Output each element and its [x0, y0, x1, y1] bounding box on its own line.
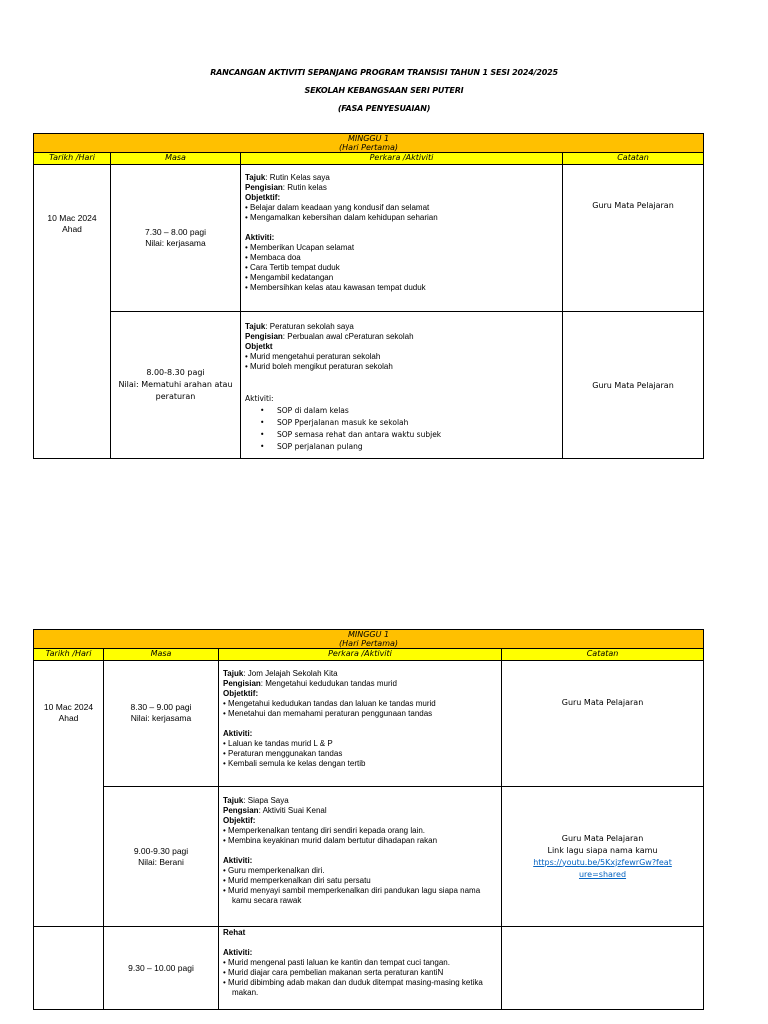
activity-cell — [219, 661, 502, 787]
notes: Guru Mata Pelajaran — [592, 380, 674, 390]
objektif-label: Objektif: — [223, 816, 256, 825]
tajuk: : Siapa Saya — [243, 796, 289, 805]
tajuk-label: Tajuk — [245, 173, 266, 182]
aktiviti-item: • SOP perjalanan pulang — [277, 441, 559, 453]
time-cell — [104, 927, 219, 1010]
activity-cell — [219, 927, 502, 1010]
tajuk: : Rutin Kelas saya — [265, 173, 330, 182]
value-label: Nilai: kerjasama — [130, 713, 192, 723]
objektif-item: • Murid boleh mengikut peraturan sekolah — [245, 362, 393, 371]
school-name: SEKOLAH KEBANGSAAN SERI PUTERI — [304, 86, 464, 95]
document-title: RANCANGAN AKTIVITI SEPANJANG PROGRAM TRANSISI TAHUN 1 SESI 2024/2025 — [210, 68, 558, 77]
pengisian: : Aktiviti Suai Kenal — [258, 806, 327, 815]
aktiviti-item: • SOP semasa rehat dan antara waktu subjek — [277, 429, 559, 441]
time-cell — [111, 165, 241, 312]
table-row — [34, 312, 704, 459]
aktiviti-item: • Murid menyayi sambil memperkenalkan diri pandukan lagu siapa nama kamu secara rawak — [223, 886, 481, 905]
aktiviti-item: • Membaca doa — [245, 253, 301, 262]
notes-cell — [502, 661, 704, 787]
aktiviti-label: Aktiviti: — [245, 233, 275, 242]
activity-cell — [241, 312, 563, 459]
aktiviti-item: • Membersihkan kelas atau kawasan tempat duduk — [245, 283, 426, 292]
aktiviti-item: • Murid mengenal pasti laluan ke kantin dan tempat cuci tangan. — [223, 958, 450, 967]
value-label: Nilai: kerjasama — [145, 238, 206, 248]
aktiviti-item: • Guru memperkenalkan diri. — [223, 866, 325, 875]
song-link[interactable]: https://youtu.be/5KxjzfewrGw?feature=shared — [533, 857, 672, 879]
aktiviti-label: Aktiviti: — [223, 856, 253, 865]
objektif-item: • Belajar dalam keadaan yang kondusif dan selamat — [245, 203, 430, 212]
schedule-table-2 — [33, 629, 704, 1010]
date-cell — [34, 165, 111, 459]
weekday: Ahad — [58, 713, 79, 723]
value-label: Nilai: Mematuhi arahan atau peraturan — [118, 380, 233, 401]
aktiviti-item: • Kembali semula ke kelas dengan tertib — [223, 759, 366, 768]
activity-cell — [241, 165, 563, 312]
day-label: (Hari Pertama) — [339, 639, 399, 648]
aktiviti-item: • SOP Pperjalanan masuk ke sekolah — [277, 417, 559, 429]
rehat-label: Rehat — [223, 928, 246, 937]
pengisian: : Rutin kelas — [282, 183, 327, 192]
aktiviti-item: • Peraturan menggunakan tandas — [223, 749, 343, 758]
song-link-label: Link lagu siapa nama kamu — [547, 845, 658, 855]
tajuk-label: Tajuk — [223, 796, 244, 805]
time: 9.30 – 10.00 pagi — [128, 962, 194, 973]
date: 10 Mac 2024 — [47, 213, 97, 223]
col-header-date: Tarikh /Hari — [34, 153, 111, 165]
objektif-item: • Membina keyakinan murid dalam bertutur dihadapan rakan — [223, 836, 438, 845]
objektif-label: Objetktif: — [245, 193, 281, 202]
tajuk-label: Tajuk — [223, 669, 244, 678]
notes-cell — [563, 165, 704, 312]
notes: Guru Mata Pelajaran — [561, 698, 644, 707]
objektif-item: • Memperkenalkan tentang diri sendiri kepada orang lain. — [223, 826, 426, 835]
tajuk-label: Tajuk — [245, 322, 266, 331]
weekday: Ahad — [62, 224, 82, 234]
date-cell-empty — [34, 927, 104, 1010]
time: 8.30 – 9.00 pagi — [130, 702, 192, 712]
schedule-table-1 — [33, 133, 704, 459]
pengisian-label: Pengsian — [223, 806, 259, 815]
aktiviti-item: • Murid dibimbing adab makan dan duduk ditempat masing-masing ketika makan. — [223, 978, 483, 997]
objektif-label: Objetkt — [245, 342, 273, 351]
week-label: MINGGU 1 — [347, 630, 390, 639]
phase-title: (FASA PENYESUAIAN) — [337, 104, 431, 113]
aktiviti-item: • Laluan ke tandas murid L & P — [223, 739, 333, 748]
objektif-label: Objetktif: — [223, 689, 259, 698]
aktiviti-item: • Cara Tertib tempat duduk — [245, 263, 340, 272]
week-header — [34, 134, 704, 153]
tajuk: : Jom Jelajah Sekolah Kita — [243, 669, 338, 678]
table-row — [34, 165, 704, 312]
objektif-item: • Murid mengetahui peraturan sekolah — [245, 352, 381, 361]
col-header-date: Tarikh /Hari — [34, 649, 104, 661]
time: 7.30 – 8.00 pagi — [145, 227, 206, 237]
col-header-activity: Perkara /Aktiviti — [241, 153, 563, 165]
notes: Guru Mata Pelajaran — [561, 833, 644, 843]
time-cell — [111, 312, 241, 459]
activity-cell — [219, 787, 502, 927]
value-label: Nilai: Berani — [138, 856, 184, 867]
date-cell — [34, 661, 104, 927]
time: 9.00-9.30 pagi — [133, 845, 189, 856]
col-header-time: Masa — [104, 649, 219, 661]
notes-cell-empty — [502, 927, 704, 1010]
notes-cell — [563, 312, 704, 459]
pengisian-label: Pengisian — [245, 332, 283, 341]
table-row — [34, 927, 704, 1010]
pengisian: : Mengetahui kedudukan tandas murid — [260, 679, 397, 688]
objektif-item: • Mengamalkan kebersihan dalam kehidupan seharian — [245, 213, 438, 222]
time: 8.00-8.30 pagi — [146, 368, 205, 377]
aktiviti-label: Aktiviti: — [223, 729, 253, 738]
col-header-notes: Catatan — [502, 649, 704, 661]
week-header — [34, 630, 704, 649]
aktiviti-label: Aktiviti: — [223, 948, 253, 957]
tajuk: : Peraturan sekolah saya — [265, 322, 354, 331]
aktiviti-item: • Memberikan Ucapan selamat — [245, 243, 355, 252]
aktiviti-item: • Murid memperkenalkan diri satu persatu — [223, 876, 371, 885]
col-header-notes: Catatan — [563, 153, 704, 165]
aktiviti-label: Aktiviti: — [245, 394, 274, 403]
table-row — [34, 787, 704, 927]
time-cell — [104, 787, 219, 927]
objektif-item: • Menetahui dan memahami peraturan penggunaan tandas — [223, 709, 433, 718]
aktiviti-item: • Murid diajar cara pembelian makanan serta peraturan kantiN — [223, 968, 444, 977]
week-label: MINGGU 1 — [347, 134, 390, 143]
aktiviti-item: • SOP di dalam kelas — [277, 405, 559, 417]
notes: Guru Mata Pelajaran — [592, 201, 674, 210]
pengisian-label: Pengisian — [223, 679, 261, 688]
objektif-item: • Mengetahui kedudukan tandas dan laluan ke tandas murid — [223, 699, 436, 708]
notes-cell — [502, 787, 704, 927]
col-header-time: Masa — [111, 153, 241, 165]
pengisian-label: Pengisian — [245, 183, 283, 192]
date: 10 Mac 2024 — [43, 702, 94, 712]
col-header-activity: Perkara /Aktiviti — [219, 649, 502, 661]
table-row — [34, 661, 704, 787]
pengisian: : Perbualan awal cPeraturan sekolah — [282, 332, 414, 341]
time-cell — [104, 661, 219, 787]
aktiviti-item: • Mengambil kedatangan — [245, 273, 334, 282]
day-label: (Hari Pertama) — [339, 143, 399, 152]
